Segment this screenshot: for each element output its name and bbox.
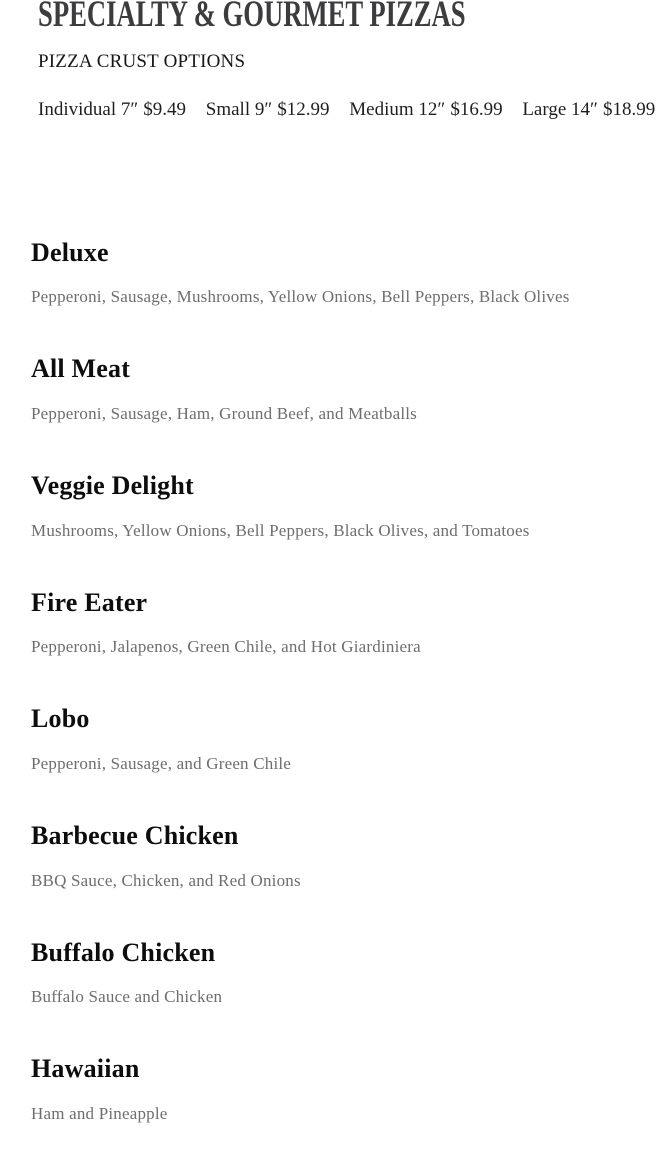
menu-item-name: Hawaiian bbox=[31, 1054, 140, 1084]
menu-item-name: Fire Eater bbox=[31, 587, 148, 617]
menu-item-description: Pepperoni, Jalapenos, Green Chile, and Hot Giardiniera bbox=[31, 637, 421, 657]
menu-item-buffalo-chicken bbox=[31, 939, 645, 1009]
menu-item-name: Veggie Delight bbox=[31, 470, 194, 500]
menu-item-description: BBQ Sauce, Chicken, and Red Onions bbox=[31, 870, 301, 890]
price-value: $12.99 bbox=[277, 98, 330, 120]
menu-item-name: Lobo bbox=[31, 704, 90, 734]
menu-item-lobo bbox=[31, 705, 645, 775]
menu-item-name: Deluxe bbox=[31, 237, 109, 267]
menu-item-veggie-delight bbox=[31, 472, 645, 542]
price-option-small bbox=[206, 99, 330, 120]
menu-item-description: Pepperoni, Sausage, Mushrooms, Yellow Onions, Bell Peppers, Black Olives bbox=[31, 287, 570, 307]
menu-item-description: Buffalo Sauce and Chicken bbox=[31, 987, 223, 1007]
menu-item-barbecue-chicken bbox=[31, 822, 645, 892]
menu-items-list bbox=[31, 239, 645, 1126]
price-option-individual bbox=[38, 99, 186, 120]
price-value: $16.99 bbox=[450, 98, 503, 120]
menu-item-description: Pepperoni, Sausage, Ham, Ground Beef, and Meatballs bbox=[31, 403, 417, 423]
price-value: $9.49 bbox=[143, 98, 187, 120]
menu-item-deluxe bbox=[31, 239, 645, 309]
price-size-label: Individual 7″ bbox=[38, 98, 139, 120]
price-value: $18.99 bbox=[602, 98, 656, 120]
price-size-label: Medium 12″ bbox=[349, 98, 446, 120]
price-option-large bbox=[522, 99, 655, 120]
price-size-label: Small 9″ bbox=[205, 98, 273, 120]
menu-item-description: Pepperoni, Sausage, and Green Chile bbox=[31, 753, 292, 773]
menu-item-description: Ham and Pineapple bbox=[31, 1104, 168, 1123]
menu-item-name: Buffalo Chicken bbox=[31, 937, 216, 967]
menu-item-fire-eater bbox=[31, 589, 645, 659]
menu-item-name: Barbecue Chicken bbox=[31, 821, 239, 851]
price-size-label: Large 14″ bbox=[522, 98, 598, 120]
menu-item-hawaiian bbox=[31, 1055, 645, 1125]
menu-item-name: All Meat bbox=[31, 354, 131, 384]
page-title: SPECIALTY & GOURMET PIZZAS bbox=[38, 0, 466, 35]
crust-options-label: PIZZA CRUST OPTIONS bbox=[38, 51, 246, 72]
price-option-medium bbox=[349, 99, 502, 120]
menu-item-all-meat bbox=[31, 355, 645, 425]
menu-item-description: Mushrooms, Yellow Onions, Bell Peppers, Black Olives, and Tomatoes bbox=[31, 520, 530, 540]
menu-header bbox=[38, 0, 656, 122]
pricing-line bbox=[38, 98, 656, 122]
